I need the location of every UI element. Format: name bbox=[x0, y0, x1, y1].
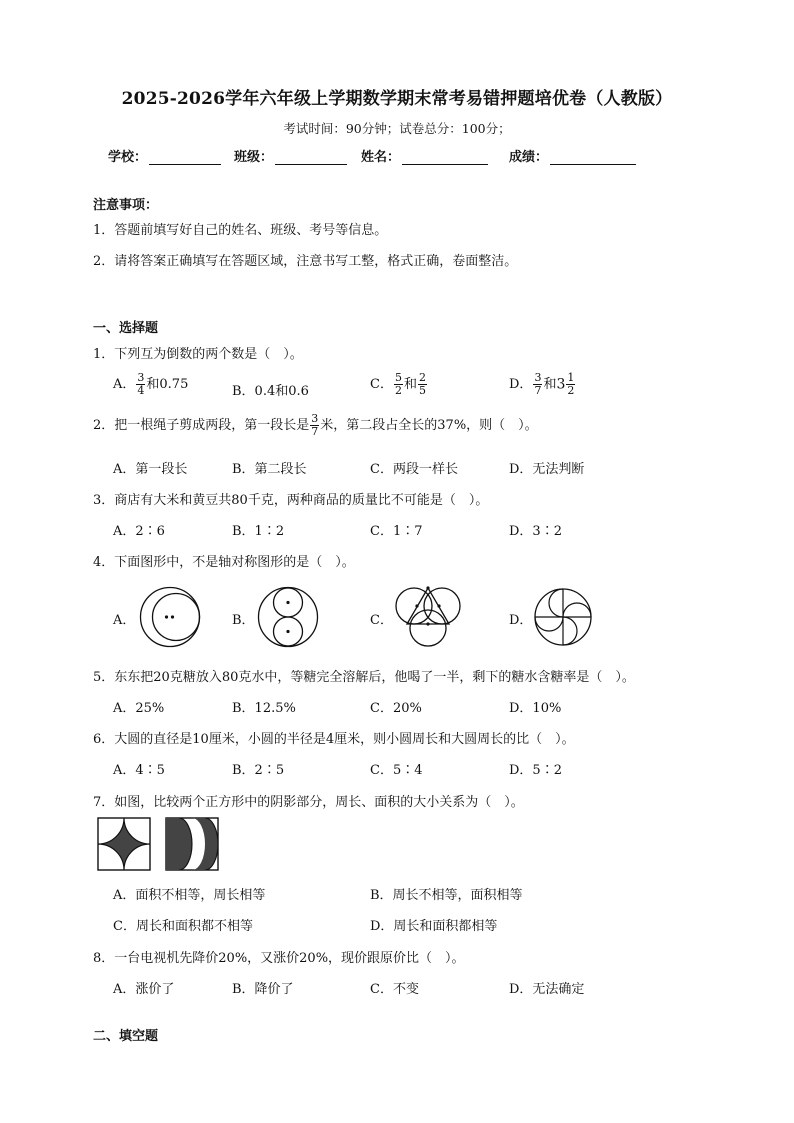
q6-option-b[interactable]: B．2∶5 bbox=[232, 763, 285, 778]
notes-heading: 注意事项： bbox=[93, 198, 159, 213]
score-label: 成绩： bbox=[509, 150, 549, 165]
score-blank[interactable] bbox=[550, 150, 636, 165]
school-blank[interactable] bbox=[149, 150, 221, 165]
fraction: $\frac{5}{2}$ bbox=[394, 371, 402, 397]
class-blank[interactable] bbox=[275, 150, 347, 165]
q5-option-c[interactable]: C．20% bbox=[370, 701, 422, 716]
q7-option-a[interactable]: A．面积不相等，周长相等 bbox=[113, 888, 266, 903]
class-field bbox=[234, 146, 347, 165]
q1-stem: 1．下列互为倒数的两个数是（ ）。 bbox=[93, 347, 303, 362]
q3-option-b[interactable]: B．1∶2 bbox=[232, 524, 285, 539]
q4-option-d[interactable]: D． bbox=[509, 613, 533, 628]
q7-stem: 7．如图，比较两个正方形中的阴影部分，周长、面积的大小关系为（ ）。 bbox=[93, 795, 524, 810]
figure-b-circles bbox=[256, 586, 320, 648]
q4-stem: 4．下面图形中，不是轴对称图形的是（ ）。 bbox=[93, 555, 355, 570]
q2-option-b[interactable]: B．第二段长 bbox=[232, 462, 307, 477]
q8-stem: 8．一台电视机先降价20%，又涨价20%，现价跟原价比（ ）。 bbox=[93, 951, 465, 966]
q2-option-d[interactable]: D．无法判断 bbox=[509, 462, 585, 477]
q7-option-d[interactable]: D．周长和面积都相等 bbox=[370, 919, 498, 934]
q7-option-c[interactable]: C．周长和面积都不相等 bbox=[113, 919, 253, 934]
section2-heading: 二、填空题 bbox=[93, 1029, 159, 1044]
name-blank[interactable] bbox=[402, 150, 488, 165]
page-title: 2025-2026学年六年级上学期数学期末常考易错押题培优卷（人教版） bbox=[121, 89, 673, 109]
q2-option-c[interactable]: C．两段一样长 bbox=[370, 462, 458, 477]
school-field bbox=[108, 146, 221, 165]
q8-option-c[interactable]: C．不变 bbox=[370, 982, 419, 997]
q5-option-b[interactable]: B．12.5% bbox=[232, 701, 296, 716]
score-field bbox=[509, 146, 636, 165]
q6-stem: 6．大圆的直径是10厘米，小圆的半径是4厘米，则小圆周长和大圆周长的比（ ）。 bbox=[93, 732, 575, 747]
school-label: 学校： bbox=[108, 150, 148, 165]
fraction: $\frac{3}{4}$ bbox=[137, 371, 145, 397]
q6-option-d[interactable]: D．5∶2 bbox=[509, 763, 562, 778]
q4-option-c[interactable]: C． bbox=[370, 613, 393, 628]
q1-option-c[interactable]: C． $\frac{5}{2}$ 和 $\frac{2}{5}$ bbox=[370, 371, 426, 397]
q7-option-b[interactable]: B．周长不相等，面积相等 bbox=[370, 888, 523, 903]
q3-option-d[interactable]: D．3∶2 bbox=[509, 524, 562, 539]
exam-info: 考试时间：90分钟；试卷总分：100分； bbox=[283, 121, 511, 136]
note-item-1: 1．答题前填写好自己的姓名、班级、考号等信息。 bbox=[93, 223, 388, 238]
q6-option-a[interactable]: A．4∶5 bbox=[113, 763, 165, 778]
section1-heading: 一、选择题 bbox=[93, 321, 159, 336]
q6-option-c[interactable]: C．5∶4 bbox=[370, 763, 423, 778]
fraction: $\frac{3}{7}$ bbox=[311, 412, 319, 438]
q3-option-c[interactable]: C．1∶7 bbox=[370, 524, 423, 539]
figure-a-circles bbox=[138, 586, 202, 648]
q4-option-b[interactable]: B． bbox=[232, 613, 255, 628]
q5-option-a[interactable]: A．25% bbox=[113, 701, 165, 716]
class-label: 班级： bbox=[234, 150, 274, 165]
figure-d-pinwheel bbox=[533, 587, 593, 647]
q2-stem: 2．把一根绳子剪成两段，第一段长是 $\frac{3}{7}$ 米，第二段占全长的37%，则（ ）。 bbox=[93, 412, 538, 438]
q3-stem: 3．商店有大米和黄豆共80千克，两种商品的质量比不可能是（ ）。 bbox=[93, 493, 489, 508]
q8-option-b[interactable]: B．降价了 bbox=[232, 982, 294, 997]
q3-option-a[interactable]: A．2∶6 bbox=[113, 524, 165, 539]
q1-option-b[interactable]: B．0.4和0.6 bbox=[232, 384, 309, 399]
name-label: 姓名： bbox=[361, 150, 401, 165]
figure-semicircle-square bbox=[165, 817, 219, 871]
q5-stem: 5．东东把20克糖放入80克水中，等糖完全溶解后，他喝了一半，剩下的糖水含糖率是（ ）。 bbox=[93, 670, 635, 685]
fraction: $\frac{3}{7}$ bbox=[534, 371, 542, 397]
q1-option-d[interactable]: D． $\frac{3}{7}$ 和3 $\frac{1}{2}$ bbox=[509, 371, 575, 397]
figure-star-square bbox=[97, 817, 151, 871]
fraction: $\frac{1}{2}$ bbox=[567, 371, 575, 397]
note-item-2: 2．请将答案正确填写在答题区域，注意书写工整，格式正确，卷面整洁。 bbox=[93, 254, 518, 269]
fraction: $\frac{2}{5}$ bbox=[418, 371, 426, 397]
q8-option-a[interactable]: A．涨价了 bbox=[113, 982, 175, 997]
figure-c-triangle-circles bbox=[394, 584, 462, 650]
q5-option-d[interactable]: D．10% bbox=[509, 701, 562, 716]
name-field bbox=[361, 146, 488, 165]
q8-option-d[interactable]: D．无法确定 bbox=[509, 982, 585, 997]
q1-option-a[interactable]: A． $\frac{3}{4}$ 和0.75 bbox=[113, 371, 189, 397]
q4-option-a[interactable]: A． bbox=[113, 613, 136, 628]
q2-option-a[interactable]: A．第一段长 bbox=[113, 462, 188, 477]
